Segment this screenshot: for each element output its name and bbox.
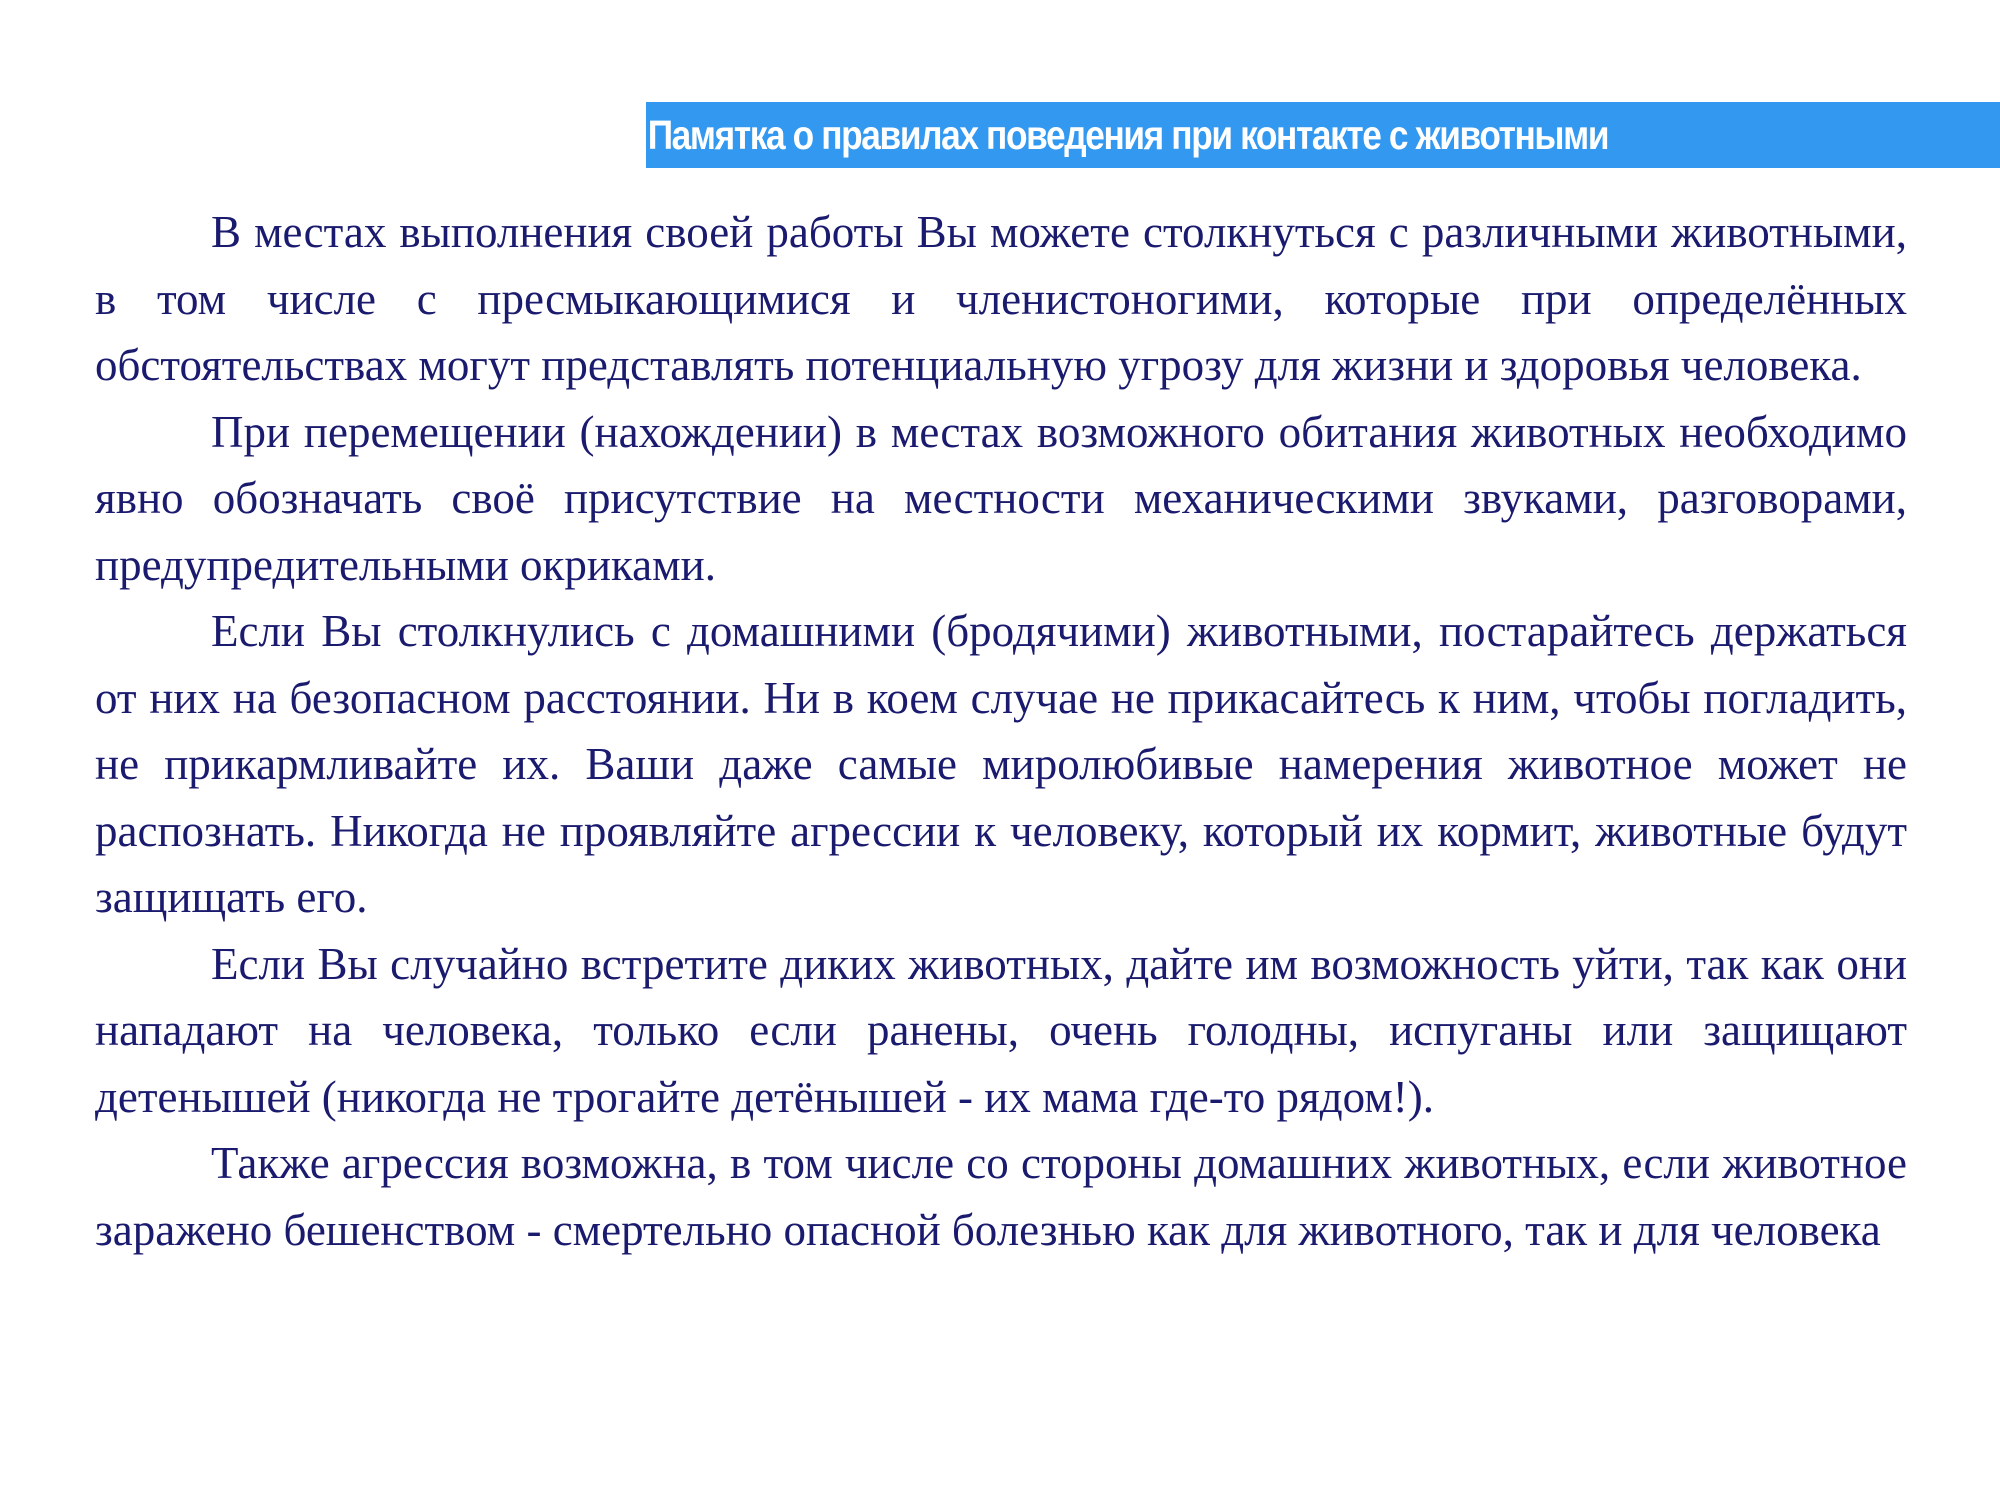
paragraph-rabies: Также агрессия возможна, в том числе со стороны домашних животных, если животное заражено бешенством - смертельно опасной болезнью как для животного, так и для человека bbox=[95, 1138, 1907, 1255]
page-title: Памятка о правилах поведения при контакте с животными bbox=[647, 112, 1609, 158]
paragraph-encounter: В местах выполнения своей работы Вы можете столкнуться с различными животными, в том числе с пресмыкающимися и членистоногими, которые при определённых обстоятельствах могут представлять потенциальную угрозу для жизни и здоровья человека. bbox=[95, 207, 1907, 390]
paragraph-wild-animals: Если Вы случайно встретите диких животных, дайте им возможность уйти, так как они нападают на человека, только если ранены, очень голодны, испуганы или защищают детенышей (никогда не трогайте детёнышей - их мама где-то рядом!). bbox=[95, 938, 1907, 1122]
paragraph-domestic-animals: Если Вы столкнулись с домашними (бродячими) животными, постарайтесь держаться от них на безопасном расстоянии. Ни в коем случае не прикасайтесь к ним, чтобы погладить, не прикармливайте их. Ваши даже самые миролюбивые намерения животное может не распознать. Никогда не проявляйте агрессии к человеку, который их кормит, животные будут защищать его. bbox=[95, 606, 1907, 922]
title-banner bbox=[646, 102, 2000, 168]
memo-body bbox=[95, 199, 1907, 1263]
paragraph-presence: При перемещении (нахождении) в местах возможного обитания животных необходимо явно обозначать своё присутствие на местности механическими звуками, разговорами, предупредительными окриками. bbox=[95, 406, 1907, 590]
